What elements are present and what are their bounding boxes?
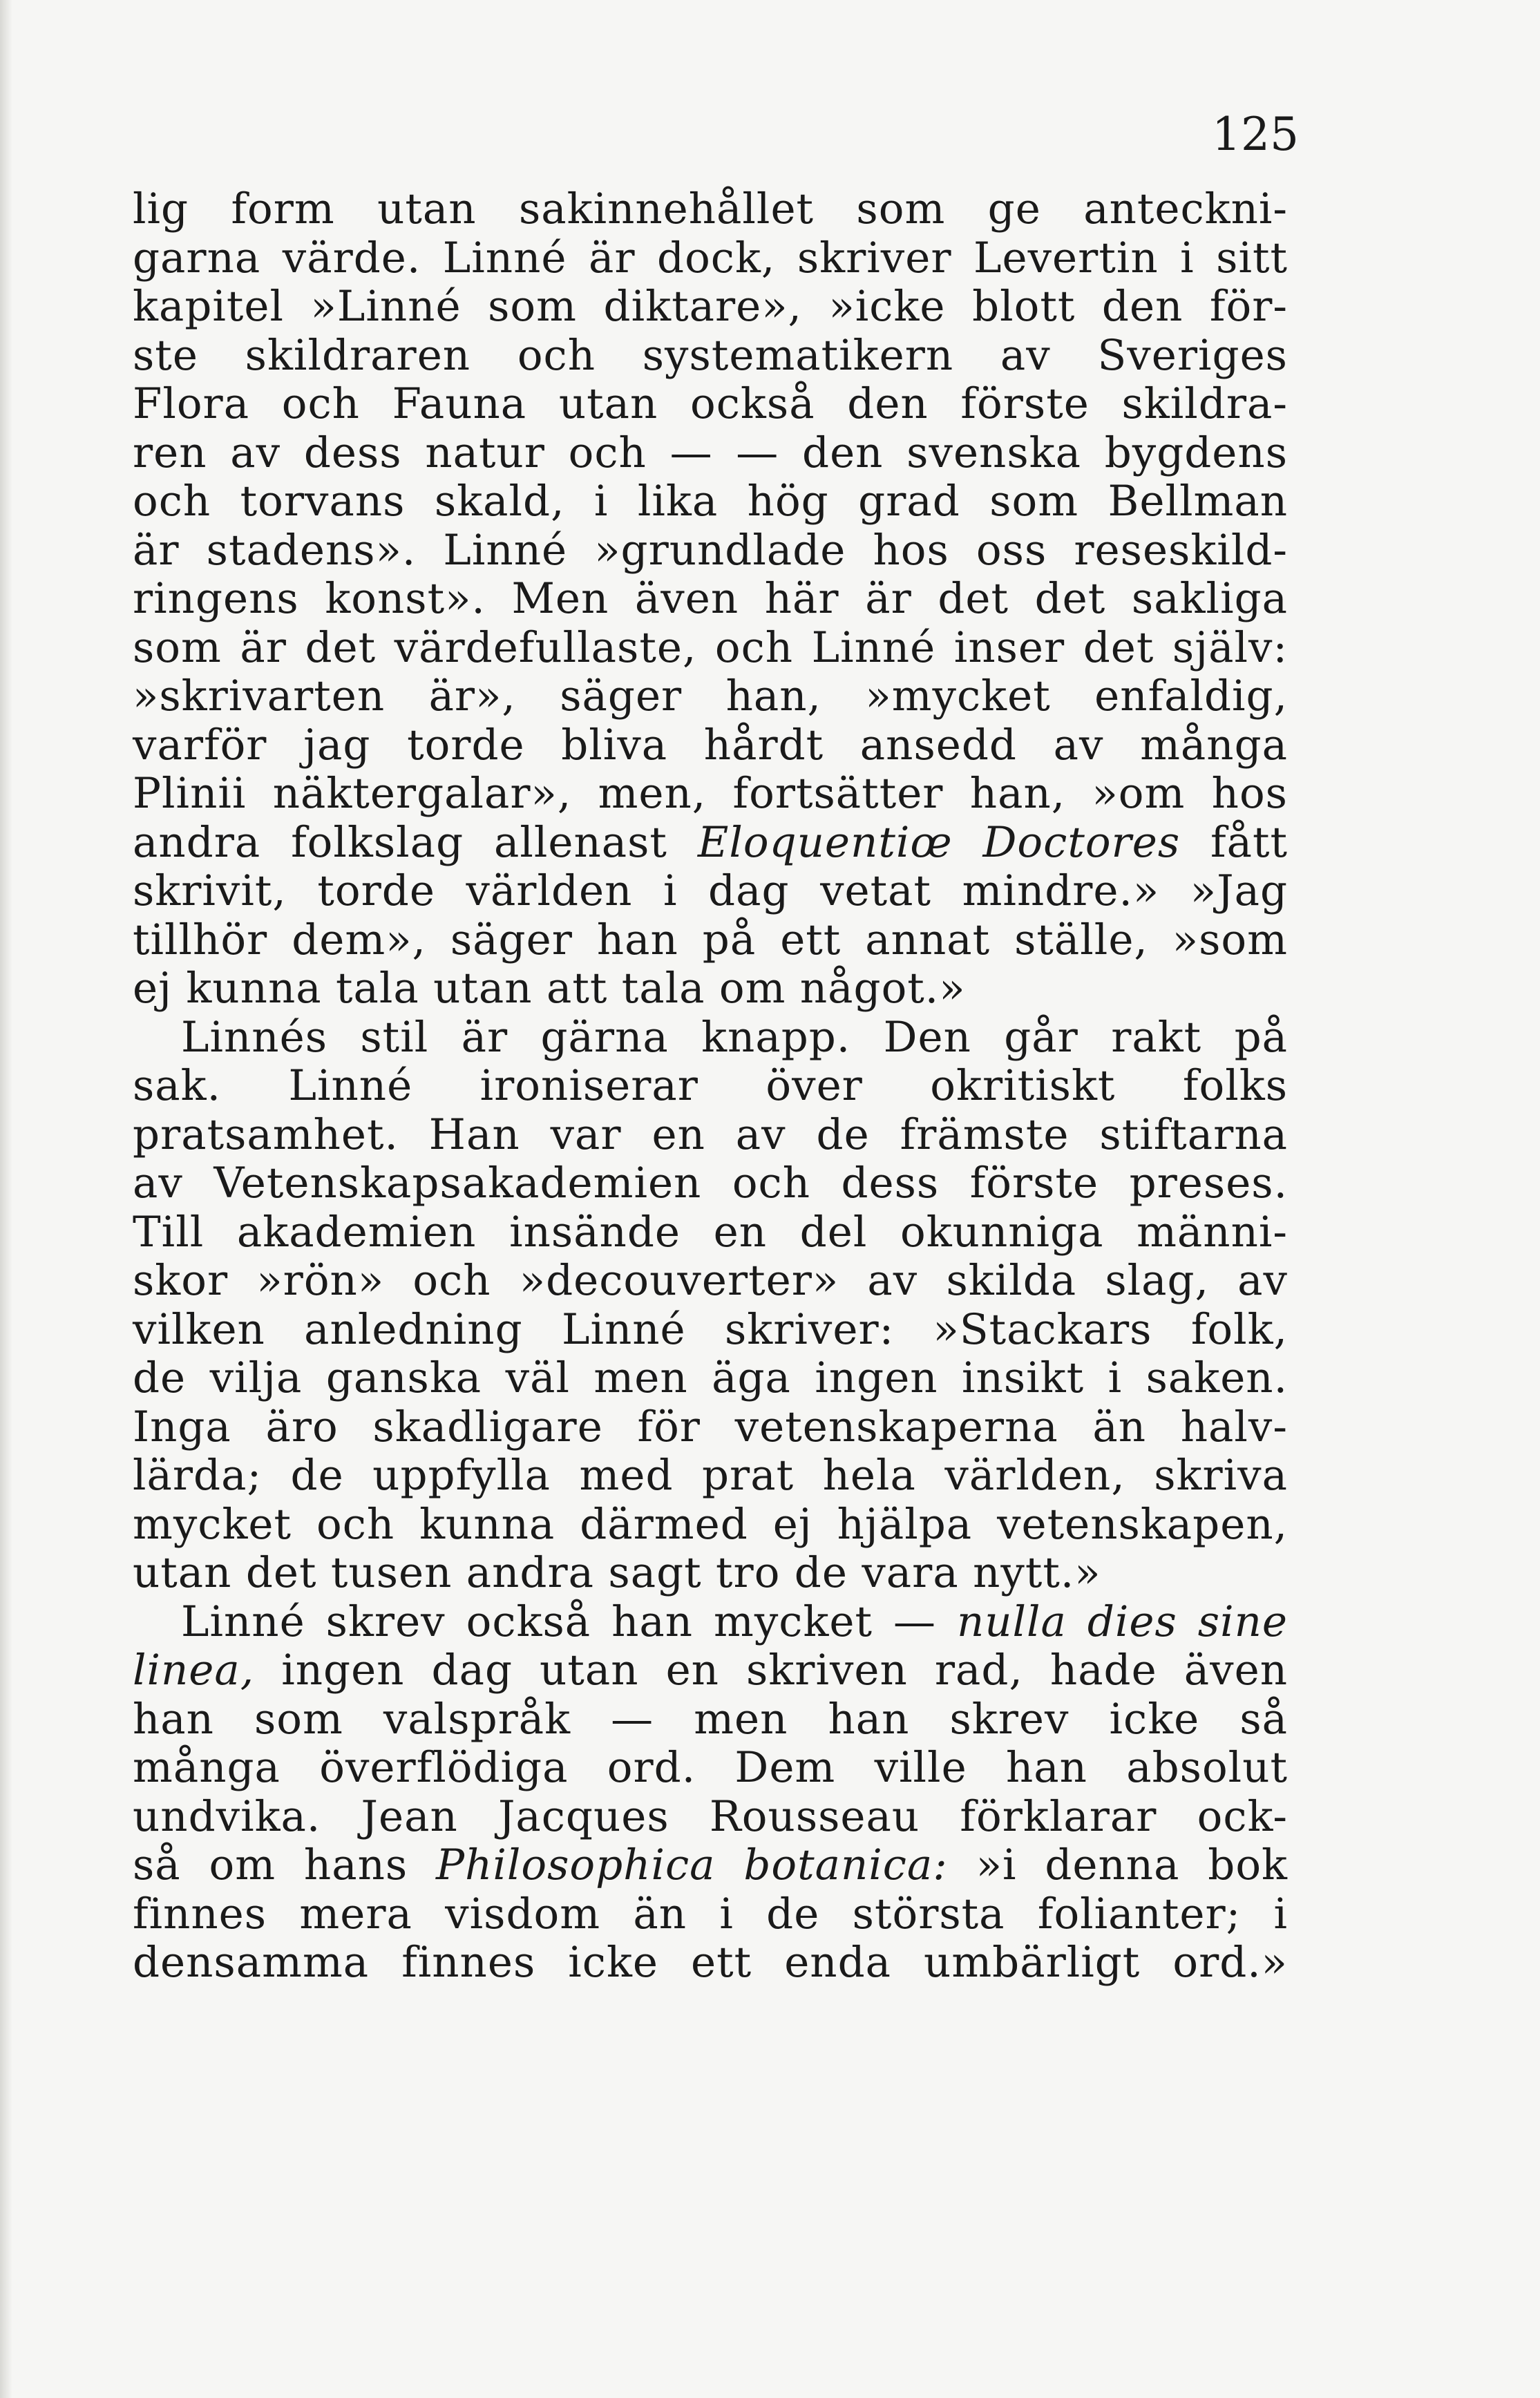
text-line [133,1598,1288,1647]
text-line [133,1452,1288,1501]
text-segment: garna värde. Linné är dock, skriver Levertin i sitt [133,233,1288,283]
text-line [133,1354,1288,1403]
text-segment: många överflödiga ord. Dem ville han absolut [133,1743,1288,1792]
text-segment: andra folkslag allenast [133,817,698,867]
text-segment: Inga äro skadligare för vetenskaperna än halv- [133,1402,1288,1452]
text-line [133,672,1288,721]
text-line [133,380,1288,429]
text-line [133,624,1288,673]
text-line [133,1939,1288,1988]
text-segment: lärda; de uppfylla med prat hela världen, skriva [133,1451,1288,1500]
text-segment: Linnés stil är gärna knapp. Den går rakt på [181,1012,1288,1062]
italic-text: Eloquentiœ Doctores [697,817,1181,867]
text-segment: de vilja ganska väl men äga ingen insikt i saken. [133,1353,1288,1402]
text-line [133,332,1288,381]
text-line [133,1403,1288,1452]
text-segment: Plinii näktergalar», men, fortsätter han, »om hos [133,769,1288,818]
text-segment: densamma finnes icke ett enda umbärligt ord.» [133,1938,1288,1987]
page-number: 125 [1212,108,1299,161]
text-line [133,770,1288,819]
text-line [133,721,1288,770]
text-segment: skor »rön» och »decouverter» av skilda slag, av [133,1256,1288,1305]
text-segment: så om hans [133,1840,436,1890]
text-segment: mycket och kunna därmed ej hjälpa vetenskapen, [133,1499,1288,1549]
text-segment: lig form utan sakinnehållet som ge anteckni- [133,184,1288,234]
text-line [133,477,1288,526]
text-segment: finnes mera visdom än i de största folianter; i [133,1889,1288,1939]
text-segment: pratsamhet. Han var en av de främste stiftarna [133,1110,1288,1159]
text-line [133,283,1288,332]
text-segment: utan det tusen andra sagt tro de vara nytt.» [133,1548,1101,1597]
text-segment: Flora och Fauna utan också den förste skildra- [133,379,1288,428]
text-segment: han som valspråk — men han skrev icke så [133,1694,1288,1744]
text-segment: av Vetenskapsakademien och dess förste preses. [133,1159,1288,1208]
text-line [133,916,1288,965]
text-line [133,1111,1288,1160]
text-line [133,1646,1288,1695]
text-line [133,964,1288,1014]
text-segment: sak. Linné ironiserar över okritiskt folks [133,1061,1288,1110]
text-segment: fått [1180,817,1288,867]
text-line [133,1549,1288,1598]
text-line [133,1841,1288,1890]
text-line [133,1501,1288,1550]
italic-text: Philosophica botanica: [436,1840,948,1890]
text-line [133,819,1288,868]
italic-text: linea, [133,1646,255,1695]
text-segment: tillhör dem», säger han på ett annat ställe, »som [133,915,1288,964]
text-line [133,867,1288,916]
text-segment: ringens konst». Men även här är det det sakliga [133,574,1288,623]
text-segment: vilken anledning Linné skriver: »Stackars folk, [133,1304,1288,1354]
text-line [133,429,1288,478]
text-line [133,1890,1288,1939]
text-line [133,526,1288,575]
text-segment: Linné skrev också han mycket — [181,1597,957,1646]
text-line [133,234,1288,283]
body-text [133,185,1288,1988]
text-line [133,1695,1288,1744]
page-edge [0,0,12,2398]
text-line [133,1257,1288,1306]
text-segment: Till akademien insände en del okunniga männi- [133,1207,1288,1257]
text-segment: ren av dess natur och — — den svenska bygdens [133,428,1288,477]
text-segment: undvika. Jean Jacques Rousseau förklarar ock- [133,1791,1288,1841]
text-line [133,1062,1288,1111]
text-line [133,1208,1288,1257]
text-line [133,1014,1288,1063]
text-segment: ingen dag utan en skriven rad, hade även [254,1646,1288,1695]
text-segment: kapitel »Linné som diktare», »icke blott den för- [133,282,1288,331]
text-segment: »i denna bok [947,1840,1289,1890]
text-line [133,1159,1288,1208]
text-line [133,1306,1288,1355]
text-segment: är stadens». Linné »grundlade hos oss reseskild- [133,525,1288,575]
text-line [133,1744,1288,1793]
text-segment: skrivit, torde världen i dag vetat mindre.» »Jag [133,866,1288,915]
text-segment: och torvans skald, i lika hög grad som Bellman [133,477,1288,526]
text-line [133,575,1288,624]
text-segment: ste skildraren och systematikern av Sveriges [133,330,1288,380]
text-segment: varför jag torde bliva hårdt ansedd av många [133,720,1288,770]
text-line [133,1793,1288,1842]
text-segment: som är det värdefullaste, och Linné inser det själv: [133,622,1288,672]
text-line [133,185,1288,234]
text-segment: »skrivarten är», säger han, »mycket enfaldig, [133,672,1288,721]
italic-text: nulla dies sine [956,1597,1288,1646]
text-segment: ej kunna tala utan att tala om något.» [133,964,966,1013]
